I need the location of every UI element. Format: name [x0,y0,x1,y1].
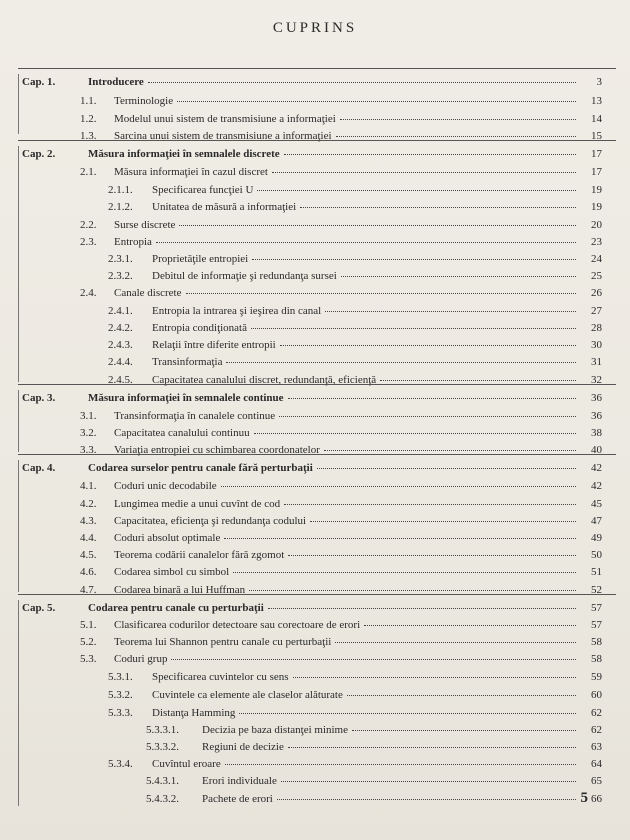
toc-entry [80,564,602,578]
toc-entry [108,251,602,265]
entry-title: Decizia pe baza distanţei minime [202,724,348,736]
toc-entry [80,111,602,125]
left-margin-rule [18,390,19,452]
entry-title: Entropia condiţionată [152,322,247,334]
entry-number: 2.2. [80,219,97,231]
dot-leader [324,440,576,451]
entry-number: 3.3. [80,444,97,456]
dot-leader [268,598,576,609]
entry-title: Teorema lui Shannon pentru canale cu perturbaţii [114,636,332,648]
entry-title: Codarea simbol cu simbol [114,566,230,578]
entry-title: Sarcina unui sistem de transmisiune a informaţiei [114,130,332,142]
entry-title: Introducere [88,76,144,88]
entry-number: 5.3.3.2. [146,741,179,753]
entry-title: Coduri grup [114,653,168,665]
entry-number: Cap. 1. [22,76,56,88]
entry-page: 17 [591,166,602,178]
entry-title: Canale discrete [114,287,182,299]
entry-page: 25 [591,270,602,282]
dot-leader [288,737,576,748]
toc-entry [108,337,602,351]
entry-title: Transinformaţia [152,356,223,368]
dot-leader [288,545,576,556]
left-margin-rule [18,460,19,592]
entry-page: 42 [591,462,602,474]
dot-leader [251,318,576,329]
entry-title: Specificarea cuvintelor cu sens [152,671,289,683]
left-margin-rule [18,600,19,806]
toc-entry [80,217,602,231]
dot-leader [364,615,576,626]
entry-page: 13 [591,95,602,107]
entry-title: Proprietăţile entropiei [152,253,249,265]
toc-entry [80,634,602,648]
left-margin-rule [18,74,19,134]
entry-title: Capacitatea canalului discret, redundanţă, eficienţă [152,374,377,386]
entry-title: Măsura informaţiei în semnalele continue [88,392,284,404]
dot-leader [280,335,576,346]
dot-leader [233,562,576,573]
left-margin-rule [18,146,19,382]
entry-title: Debitul de informaţie şi redundanţa sursei [152,270,337,282]
dot-leader [252,249,576,260]
dot-leader [186,283,577,294]
entry-page: 19 [591,184,602,196]
dot-leader [225,754,576,765]
entry-number: 2.1.1. [108,184,133,196]
entry-page: 24 [591,253,602,265]
entry-title: Entropia [114,236,152,248]
entry-number: 4.1. [80,480,97,492]
entry-number: 2.3.1. [108,253,133,265]
entry-page: 19 [591,201,602,213]
entry-page: 57 [591,602,602,614]
toc-entry [80,285,602,299]
entry-number: 2.4.4. [108,356,133,368]
dot-leader [179,215,576,226]
dot-leader [171,649,576,660]
toc-entry [80,234,602,248]
dot-leader [347,685,576,696]
dot-leader [293,667,576,678]
entry-title: Codarea surselor pentru canale fără perturbaţii [88,462,313,474]
entry-number: 5.3.2. [108,689,133,701]
dot-leader [249,580,576,591]
entry-title: Terminologie [114,95,174,107]
entry-page: 3 [596,76,602,88]
toc-chapter-entry [22,460,602,474]
entry-page: 50 [591,549,602,561]
entry-number: 2.4.2. [108,322,133,334]
entry-page: 40 [591,444,602,456]
dot-leader [380,370,576,381]
entry-number: 5.3.3.1. [146,724,179,736]
entry-number: 2.4.5. [108,374,133,386]
entry-title: Erori individuale [202,775,277,787]
entry-page: 28 [591,322,602,334]
entry-page: 42 [591,480,602,492]
entry-title: Cuvintele ca elemente ale claselor alăturate [152,689,343,701]
entry-page: 36 [591,392,602,404]
entry-page: 26 [591,287,602,299]
entry-page: 52 [591,584,602,596]
toc-entry [80,617,602,631]
dot-leader [284,144,576,155]
toc-entry [80,478,602,492]
entry-page: 51 [591,566,602,578]
dot-leader [310,511,576,522]
entry-page: 62 [591,724,602,736]
entry-title: Lungimea medie a unui cuvînt de cod [114,498,281,510]
entry-number: 5.3.1. [108,671,133,683]
entry-title: Codarea binară a lui Huffman [114,584,246,596]
entry-title: Unitatea de măsură a informaţiei [152,201,297,213]
entry-number: 2.4.3. [108,339,133,351]
toc-entry [108,354,602,368]
entry-title: Relaţii între diferite entropii [152,339,276,351]
entry-title: Capacitatea canalului continuu [114,427,250,439]
entry-title: Modelul unui sistem de transmisiune a informaţiei [114,113,336,125]
toc-entry [80,164,602,178]
entry-number: 5.3. [80,653,97,665]
entry-title: Pachete de erori [202,793,273,805]
toc-entry [146,773,602,787]
chapter-divider [18,68,616,69]
dot-leader [279,406,576,417]
toc-entry [80,496,602,510]
page-number: 5 [580,790,588,806]
entry-number: Cap. 3. [22,392,56,404]
dot-leader [272,162,576,173]
entry-title: Măsura informaţiei în semnalele discrete [88,148,280,160]
entry-number: 5.4.3.2. [146,793,179,805]
entry-title: Distanţa Hamming [152,707,236,719]
entry-page: 23 [591,236,602,248]
entry-page: 36 [591,410,602,422]
entry-page: 38 [591,427,602,439]
entry-number: 5.2. [80,636,97,648]
entry-number: 4.7. [80,584,97,596]
toc-entry [108,320,602,334]
entry-number: 3.2. [80,427,97,439]
toc-entry [80,513,602,527]
dot-leader [284,494,576,505]
chapter-divider [18,594,616,595]
chapter-divider [18,384,616,385]
entry-number: 2.1. [80,166,97,178]
entry-title: Regiuni de decizie [202,741,284,753]
toc-entry [80,425,602,439]
entry-number: 4.2. [80,498,97,510]
entry-title: Transinformaţia în canalele continue [114,410,276,422]
toc-entry [108,756,602,770]
dot-leader [226,352,576,363]
entry-title: Surse discrete [114,219,176,231]
entry-number: 4.3. [80,515,97,527]
toc-chapter-entry [22,600,602,614]
entry-page: 15 [591,130,602,142]
dot-leader [156,232,576,243]
entry-number: 1.1. [80,95,97,107]
toc-entry [146,739,602,753]
dot-leader [281,771,576,782]
entry-number: 2.3. [80,236,97,248]
entry-title: Clasificarea codurilor detectoare sau corectoare de erori [114,619,361,631]
dot-leader [177,91,576,102]
dot-leader [336,126,576,137]
entry-title: Entropia la intrarea şi ieşirea din canal [152,305,322,317]
entry-page: 63 [591,741,602,753]
entry-number: Cap. 2. [22,148,56,160]
dot-leader [239,703,576,714]
entry-title: Cuvîntul eroare [152,758,221,770]
dot-leader [317,458,576,469]
toc-chapter-entry [22,390,602,404]
dot-leader [341,266,576,277]
entry-number: Cap. 4. [22,462,56,474]
chapter-divider [18,140,616,141]
entry-title: Variaţia entropiei cu schimbarea coordonatelor [114,444,320,456]
toc-entry [80,93,602,107]
entry-title: Coduri unic decodabile [114,480,217,492]
entry-number: 4.4. [80,532,97,544]
toc-entry [146,722,602,736]
entry-number: 3.1. [80,410,97,422]
toc-entry [80,408,602,422]
entry-title: Măsura informaţiei în cazul discret [114,166,268,178]
entry-number: 1.3. [80,130,97,142]
entry-number: 2.4. [80,287,97,299]
entry-number: 1.2. [80,113,97,125]
entry-page: 47 [591,515,602,527]
toc-entry [108,303,602,317]
toc-entry [146,791,602,805]
entry-number: 2.3.2. [108,270,133,282]
toc-entry [108,182,602,196]
dot-leader [325,301,576,312]
entry-title: Capacitatea, eficienţa şi redundanţa codului [114,515,307,527]
dot-leader [257,180,576,191]
entry-title: Teorema codării canalelor fără zgomot [114,549,285,561]
entry-page: 27 [591,305,602,317]
dot-leader [335,632,576,643]
entry-page: 49 [591,532,602,544]
entry-page: 45 [591,498,602,510]
entry-number: 2.1.2. [108,201,133,213]
toc-entry [80,530,602,544]
entry-page: 65 [591,775,602,787]
toc-entry [108,705,602,719]
entry-page: 14 [591,113,602,125]
dot-leader [300,197,576,208]
entry-title: Coduri absolut optimale [114,532,221,544]
toc-entry [108,687,602,701]
entry-title: Specificarea funcţiei U [152,184,254,196]
page-title: CUPRINS [272,20,358,36]
entry-page: 57 [591,619,602,631]
entry-page: 17 [591,148,602,160]
entry-page: 62 [591,707,602,719]
entry-page: 30 [591,339,602,351]
dot-leader [352,720,576,731]
entry-number: 4.5. [80,549,97,561]
entry-page: 58 [591,636,602,648]
dot-leader [224,528,576,539]
entry-number: 4.6. [80,566,97,578]
entry-page: 58 [591,653,602,665]
dot-leader [221,476,576,487]
entry-page: 66 [591,793,602,805]
dot-leader [277,789,576,800]
toc-chapter-entry [22,74,602,88]
toc-entry [80,547,602,561]
toc-entry [108,268,602,282]
entry-number: Cap. 5. [22,602,56,614]
entry-title: Codarea pentru canale cu perturbaţii [88,602,264,614]
chapter-divider [18,454,616,455]
entry-page: 64 [591,758,602,770]
entry-page: 60 [591,689,602,701]
toc-chapter-entry [22,146,602,160]
entry-number: 5.4.3.1. [146,775,179,787]
toc-entry [108,199,602,213]
entry-page: 31 [591,356,602,368]
dot-leader [148,72,576,83]
entry-page: 20 [591,219,602,231]
toc-entry [108,669,602,683]
toc-entry [80,651,602,665]
entry-page: 59 [591,671,602,683]
entry-number: 5.3.3. [108,707,133,719]
dot-leader [340,109,576,120]
entry-number: 2.4.1. [108,305,133,317]
entry-number: 5.3.4. [108,758,133,770]
entry-number: 5.1. [80,619,97,631]
dot-leader [254,423,576,434]
dot-leader [288,388,576,399]
entry-page: 32 [591,374,602,386]
